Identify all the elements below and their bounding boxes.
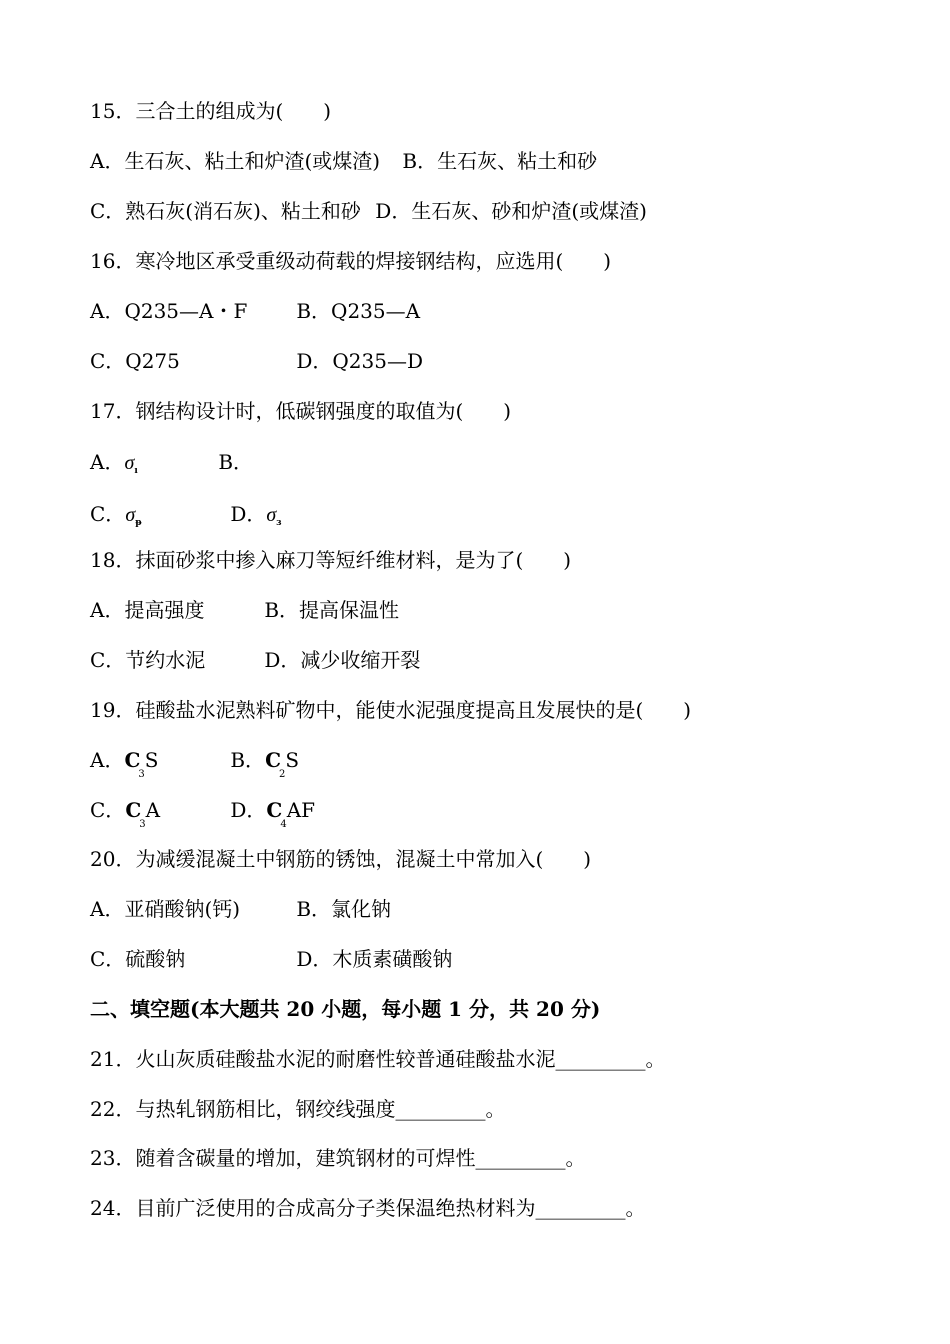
q15-options-ab: [90, 147, 597, 175]
q19-option-d: D．$C_4AF$: [230, 798, 316, 830]
q19-options-ab: [90, 746, 299, 789]
q20-option-a: A．亚硝酸钠(钙): [90, 897, 241, 921]
q18-option-c: C．节约水泥: [90, 648, 206, 672]
q20-option-d: D．木质素磺酸钠: [296, 947, 453, 971]
q18-options-ab: [90, 596, 399, 624]
q15-option-d: D．生石灰、砂和炉渣(或煤渣): [375, 199, 647, 223]
q22: 22．与热轧钢筋相比，钢绞线强度_________。: [90, 1097, 506, 1121]
q16-stem: 16．寒冷地区承受重级动荷载的焊接钢结构，应选用( ): [90, 249, 612, 273]
q19-option-c: C．$C_3A$: [90, 798, 161, 830]
q15-option-b: B．生石灰、粘土和砂: [402, 149, 598, 173]
q15-options-cd: [90, 197, 647, 225]
q19-option-b: B．$C_2S$: [230, 748, 300, 780]
q21: 21．火山灰质硅酸盐水泥的耐磨性较普通硅酸盐水泥_________。: [90, 1047, 666, 1071]
q17-option-d: D．$\sigma_ɜ$: [230, 502, 282, 528]
q17-option-a: A．$\sigma_ı$: [90, 450, 138, 476]
q18-option-b: B．提高保温性: [264, 598, 400, 622]
q18-options-cd: [90, 646, 420, 674]
q20-options-ab: [90, 895, 391, 923]
q18-option-d: D．减少收缩开裂: [264, 648, 421, 672]
q18-option-a: A．提高强度: [90, 598, 205, 622]
q18-stem: 18．抹面砂浆中掺入麻刀等短纤维材料，是为了( ): [90, 548, 572, 572]
q16-option-a: A．Q235—A・F: [90, 299, 248, 323]
q19-options-cd: [90, 796, 315, 839]
q17-option-b: B．: [218, 450, 254, 474]
q17-stem: 17．钢结构设计时，低碳钢强度的取值为( ): [90, 399, 512, 423]
q17-options-ab: [90, 448, 253, 485]
q20-option-c: C．硫酸钠: [90, 947, 186, 971]
section-heading: 二、填空题(本大题共 20 小题，每小题 1 分，共 20 分): [90, 997, 601, 1021]
q20-option-b: B．氯化钠: [296, 897, 392, 921]
q20-stem: 20．为减缓混凝土中钢筋的锈蚀，混凝土中常加入( ): [90, 847, 592, 871]
q16-option-d: D．Q235—D: [296, 349, 423, 373]
q19-option-a: A．$C_3S$: [90, 748, 159, 780]
q15-option-a: A．生石灰、粘土和炉渣(或煤渣): [90, 149, 381, 173]
q24: 24．目前广泛使用的合成高分子类保温绝热材料为_________。: [90, 1196, 646, 1220]
q17-options-cd: [90, 500, 281, 537]
q16-option-b: B．Q235—A: [296, 299, 421, 323]
q16-options-ab: [90, 297, 420, 325]
q15-stem: 15．三合土的组成为( ): [90, 99, 332, 123]
q15-option-c: C．熟石灰(消石灰)、粘土和砂: [90, 199, 361, 223]
q19-stem: 19．硅酸盐水泥熟料矿物中，能使水泥强度提高且发展快的是( ): [90, 698, 692, 722]
q20-options-cd: [90, 945, 452, 973]
q23: 23．随着含碳量的增加，建筑钢材的可焊性_________。: [90, 1146, 586, 1170]
q17-option-c: C．$\sigma_ᵽ$: [90, 502, 142, 528]
q16-option-c: C．Q275: [90, 349, 180, 373]
q16-options-cd: [90, 347, 423, 375]
